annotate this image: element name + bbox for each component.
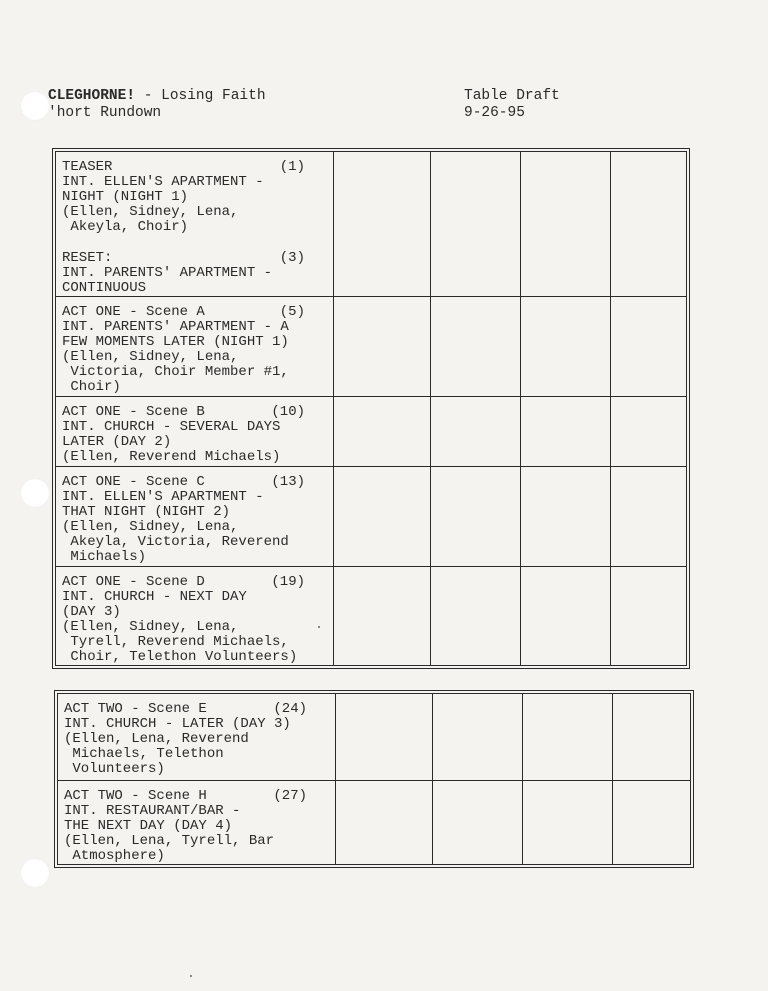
- scene-detail-line: INT. PARENTS' APARTMENT -: [62, 265, 273, 281]
- scene-detail-line: (Ellen, Sidney, Lena,: [62, 519, 239, 535]
- scene-heading: [62, 160, 327, 175]
- scene-detail-line: Atmosphere): [64, 848, 165, 864]
- page-number: (3): [279, 250, 305, 266]
- header-left: [48, 88, 266, 122]
- page-number: (10): [271, 404, 305, 420]
- scene-detail-line: INT. RESTAURANT/BAR -: [64, 803, 241, 819]
- draft-label: Table Draft: [464, 88, 560, 104]
- scene-label: ACT ONE - Scene A: [62, 304, 205, 320]
- scene-detail-line: FEW MOMENTS LATER (NIGHT 1): [62, 334, 289, 350]
- scene-label: RESET:: [62, 250, 113, 266]
- scene-cell: [56, 467, 334, 567]
- empty-cell: [611, 297, 686, 397]
- scene-detail-line: INT. CHURCH - NEXT DAY: [62, 589, 247, 605]
- scene-detail-line: THAT NIGHT (NIGHT 2): [62, 504, 231, 520]
- punch-hole-middle: [20, 478, 50, 508]
- scene-detail-line: (DAY 3): [62, 604, 121, 620]
- scene-cell: [56, 297, 334, 397]
- scene-detail-line: (Ellen, Sidney, Lena,: [62, 349, 239, 365]
- empty-cell: [334, 297, 431, 397]
- scene-detail-line: INT. CHURCH - SEVERAL DAYS: [62, 419, 281, 435]
- rundown-table-2: [54, 690, 694, 868]
- scene-detail-line: (Ellen, Lena, Reverend: [64, 731, 249, 747]
- empty-cell: [431, 397, 521, 467]
- scene-detail-line: THE NEXT DAY (DAY 4): [64, 818, 233, 834]
- scene-detail-line: Tyrell, Reverend Michaels,: [62, 634, 289, 650]
- scene-detail-line: Volunteers): [64, 761, 165, 777]
- empty-cell: [521, 567, 611, 665]
- draft-date: 9-26-95: [464, 105, 525, 121]
- scene-heading: [62, 475, 327, 490]
- scene-heading: [62, 405, 327, 420]
- empty-cell: [431, 567, 521, 665]
- scene-detail-line: Choir): [62, 379, 121, 395]
- scene-label: TEASER: [62, 159, 113, 175]
- speck: [318, 626, 320, 628]
- scene-cell: [56, 397, 334, 467]
- empty-cell: [613, 781, 690, 864]
- rundown-subtitle: 'hort Rundown: [48, 105, 162, 121]
- scene-detail-line: (Ellen, Sidney, Lena,: [62, 204, 239, 220]
- scene-label: ACT ONE - Scene D: [62, 574, 205, 590]
- empty-cell: [431, 152, 521, 297]
- scene-detail-line: INT. CHURCH - LATER (DAY 3): [64, 716, 291, 732]
- empty-cell: [334, 397, 431, 467]
- scene-detail-line: INT. ELLEN'S APARTMENT -: [62, 174, 264, 190]
- punch-hole-bottom: [20, 858, 50, 888]
- scene-detail-line: Michaels, Telethon: [64, 746, 224, 762]
- empty-cell: [521, 467, 611, 567]
- scene-detail-line: Michaels): [62, 549, 147, 565]
- empty-cell: [334, 152, 431, 297]
- scene-detail-line: CONTINUOUS: [62, 280, 147, 296]
- scene-cell: [58, 781, 336, 864]
- empty-cell: [523, 694, 613, 781]
- scene-detail-line: LATER (DAY 2): [62, 434, 172, 450]
- scene-detail-line: Akeyla, Choir): [62, 219, 189, 235]
- page-number: (13): [271, 474, 305, 490]
- scene-detail-line: (Ellen, Reverend Michaels): [62, 449, 281, 465]
- page-number: (5): [279, 304, 305, 320]
- page-number: (27): [273, 788, 307, 804]
- scene-heading: [64, 702, 329, 717]
- scene-label: ACT TWO - Scene E: [64, 701, 207, 717]
- scene-heading: [62, 575, 327, 590]
- empty-cell: [611, 467, 686, 567]
- empty-cell: [433, 694, 523, 781]
- empty-cell: [523, 781, 613, 864]
- empty-cell: [521, 152, 611, 297]
- scene-label: ACT ONE - Scene B: [62, 404, 205, 420]
- empty-cell: [611, 567, 686, 665]
- scene-label: ACT TWO - Scene H: [64, 788, 207, 804]
- page-number: (1): [279, 159, 305, 175]
- empty-cell: [521, 397, 611, 467]
- empty-cell: [431, 297, 521, 397]
- empty-cell: [433, 781, 523, 864]
- scene-heading: [62, 251, 327, 266]
- scene-heading: [62, 305, 327, 320]
- empty-cell: [336, 781, 433, 864]
- empty-cell: [334, 467, 431, 567]
- page-number: (24): [273, 701, 307, 717]
- page-number: (19): [271, 574, 305, 590]
- episode-title: - Losing Faith: [135, 88, 266, 104]
- header-right: [464, 88, 560, 122]
- scene-cell: [56, 567, 334, 665]
- empty-cell: [431, 467, 521, 567]
- empty-cell: [521, 297, 611, 397]
- scene-cell: [58, 694, 336, 781]
- empty-cell: [336, 694, 433, 781]
- empty-cell: [334, 567, 431, 665]
- scene-detail-line: Akeyla, Victoria, Reverend: [62, 534, 289, 550]
- rundown-table-1: [52, 148, 690, 669]
- scene-cell: [56, 152, 334, 297]
- empty-cell: [611, 397, 686, 467]
- empty-cell: [613, 694, 690, 781]
- scene-label: ACT ONE - Scene C: [62, 474, 205, 490]
- punch-hole-top: [20, 91, 50, 121]
- scene-detail-line: INT. PARENTS' APARTMENT - A: [62, 319, 289, 335]
- scene-detail-line: Choir, Telethon Volunteers): [62, 649, 298, 665]
- speck: [190, 975, 192, 977]
- scene-detail-line: INT. ELLEN'S APARTMENT -: [62, 489, 264, 505]
- show-title: CLEGHORNE!: [48, 88, 136, 104]
- scene-detail-line: Victoria, Choir Member #1,: [62, 364, 289, 380]
- scene-heading: [64, 789, 329, 804]
- scene-detail-line: NIGHT (NIGHT 1): [62, 189, 189, 205]
- scene-detail-line: (Ellen, Lena, Tyrell, Bar: [64, 833, 275, 849]
- scene-detail-line: (Ellen, Sidney, Lena,: [62, 619, 239, 635]
- empty-cell: [611, 152, 686, 297]
